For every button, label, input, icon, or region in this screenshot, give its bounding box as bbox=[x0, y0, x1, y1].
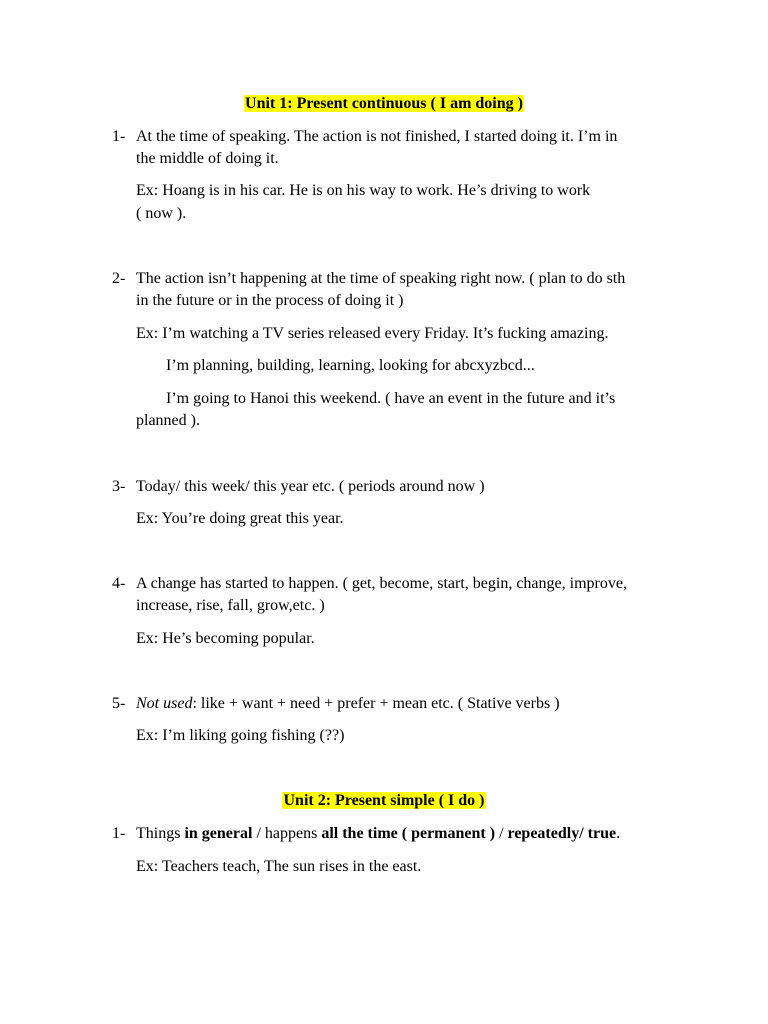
unit2-item1-seg4: all the time ( permanent ) bbox=[321, 825, 496, 842]
unit1-item2-example-line2: I’m planning, building, learning, looking for abcxyzbcd... bbox=[166, 357, 535, 374]
unit1-item4-example-line1: Ex: He’s becoming popular. bbox=[136, 630, 315, 647]
unit2-item1-seg7: . bbox=[616, 825, 621, 842]
unit2-item1-seg5: / bbox=[495, 825, 508, 842]
unit1-item1-number: 1- bbox=[112, 128, 126, 145]
unit1-item2-text-line1: The action isn’t happening at the time of speaking right now. ( plan to do sth bbox=[136, 270, 626, 287]
unit2-item1-seg3: / happens bbox=[252, 825, 322, 842]
unit1-item5-number: 5- bbox=[112, 695, 126, 712]
unit1-item3-number: 3- bbox=[112, 478, 126, 495]
unit1-item1-example-line1: Ex: Hoang is in his car. He is on his way to work. He’s driving to work bbox=[136, 182, 591, 199]
unit1-item5-text-rest: : like + want + need + prefer + mean etc. ( Stative verbs ) bbox=[192, 695, 560, 712]
unit1-item4-number: 4- bbox=[112, 575, 126, 592]
unit1-item1-text-line1: At the time of speaking. The action is not finished, I started doing it. I’m in bbox=[136, 128, 618, 145]
unit1-title-text: Unit 1: Present continuous ( I am doing ) bbox=[245, 95, 523, 112]
unit2-item1-seg2: in general bbox=[184, 825, 253, 842]
unit1-item4-text-line1: A change has started to happen. ( get, become, start, begin, change, improve, bbox=[136, 575, 627, 592]
unit1-item2-number: 2- bbox=[112, 270, 126, 287]
unit2-item1-seg1: Things bbox=[136, 825, 185, 842]
unit1-item2-example-line1: Ex: I’m watching a TV series released every Friday. It’s fucking amazing. bbox=[136, 325, 609, 342]
unit1-item5-text-line1 bbox=[136, 694, 560, 714]
unit1-item1-text-line2: the middle of doing it. bbox=[136, 150, 279, 167]
unit1-item2-text-line2: in the future or in the process of doing it ) bbox=[136, 292, 404, 309]
unit2-title-text: Unit 2: Present simple ( I do ) bbox=[283, 792, 485, 809]
unit1-item2-example-line4: planned ). bbox=[136, 412, 200, 429]
unit1-item2-example-line3: I’m going to Hanoi this weekend. ( have an event in the future and it’s bbox=[166, 390, 616, 407]
unit1-title bbox=[0, 94, 768, 114]
unit1-item1-example-line2: ( now ). bbox=[136, 205, 187, 222]
unit1-item4-text-line2: increase, rise, fall, grow,etc. ) bbox=[136, 597, 325, 614]
unit2-item1-text-line1 bbox=[136, 824, 620, 844]
unit1-item5-example-line1: Ex: I’m liking going fishing (??) bbox=[136, 727, 345, 744]
not-used-label: Not used bbox=[136, 695, 193, 712]
unit2-title bbox=[0, 791, 768, 811]
unit1-item3-text-line1: Today/ this week/ this year etc. ( periods around now ) bbox=[136, 478, 485, 495]
unit1-item3-example-line1: Ex: You’re doing great this year. bbox=[136, 510, 344, 527]
unit2-item1-seg6: repeatedly/ true bbox=[507, 825, 617, 842]
unit2-item1-number: 1- bbox=[112, 825, 126, 842]
unit2-item1-example-line1: Ex: Teachers teach, The sun rises in the east. bbox=[136, 858, 422, 875]
